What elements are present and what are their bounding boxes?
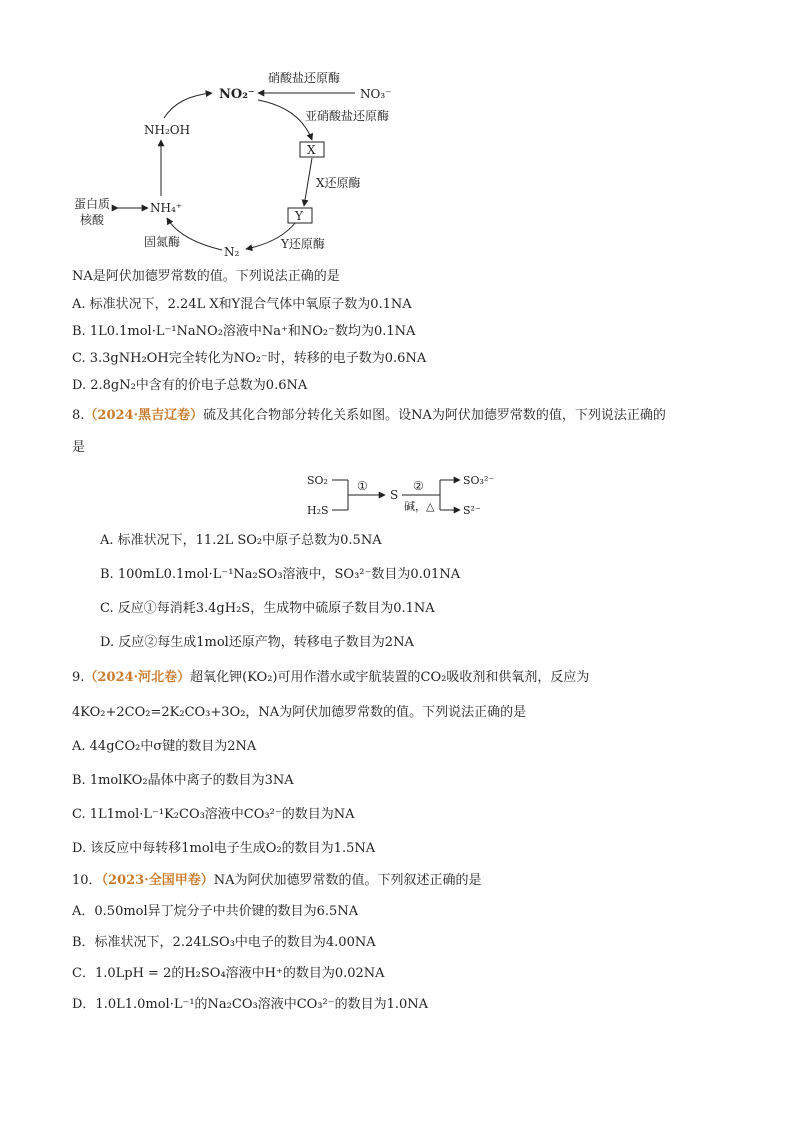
q9-source: （2024·河北卷） [84, 670, 191, 685]
nucleic-label: 核酸 [80, 213, 105, 227]
q10-source: （2023·全国甲卷） [101, 873, 214, 888]
q8-option-a: A. 标准状况下，11.2L SO₂中原子总数为0.5NA [100, 533, 382, 548]
nh2oh-label: NH₂OH [144, 123, 191, 137]
nitrogen-cycle-diagram [0, 0, 794, 270]
q8-source: （2024·黑吉辽卷） [84, 408, 204, 423]
q10-number: 10． [72, 873, 102, 888]
q7-option-b: B. 1L0.1mol·L⁻¹NaNO₂溶液中Na⁺和NO₂⁻数均为0.1NA [72, 324, 416, 339]
q9-stem-text: 超氧化钾(KO₂)可用作潜水或宇航装置的CO₂吸收剂和供氧剂，反应为 [190, 670, 590, 685]
q7-option-a: A. 标准状况下，2.24L X和Y混合气体中氧原子数为0.1NA [72, 297, 412, 312]
q10-option-c: C．1.0LpH = 2的H₂SO₄溶液中H⁺的数目为0.02NA [72, 966, 385, 981]
y-label: Y [295, 209, 303, 223]
q9-option-b: B. 1molKO₂晶体中离子的数目为3NA [72, 773, 294, 788]
q10-option-b: B．标准状况下，2.24LSO₃中电子的数目为4.00NA [72, 935, 376, 950]
q10-stem [72, 872, 482, 890]
protein-label: 蛋白质 [74, 197, 111, 211]
h2s-label: H₂S [307, 504, 329, 517]
q8-number: 8. [72, 408, 85, 423]
q8-option-c: C. 反应①每消耗3.4gH₂S，生成物中硫原子数目为0.1NA [100, 601, 435, 616]
nh4-label: NH₄⁺ [150, 201, 183, 215]
step2-label: ② [413, 479, 424, 493]
q10-option-d: D．1.0L1.0mol·L⁻¹的Na₂CO₃溶液中CO₃²⁻的数目为1.0NA [72, 997, 429, 1012]
enzyme-fix: 固氮酶 [144, 235, 181, 249]
enzyme-nitrate: 硝酸盐还原酶 [268, 71, 341, 85]
q8-stem-line2: 是 [72, 440, 86, 455]
q7-option-d: D. 2.8gN₂中含有的价电子总数为0.6NA [72, 378, 308, 393]
s2-label: S²⁻ [463, 504, 481, 517]
step1-label: ① [357, 479, 368, 493]
arrow-x-to-y [304, 158, 312, 206]
q10-option-a: A．0.50mol异丁烷分子中共价键的数目为6.5NA [72, 904, 359, 919]
arc-nh2oh-to-no2 [164, 93, 212, 118]
arc-no2-to-x [258, 100, 312, 140]
x-label: X [307, 143, 316, 157]
so3-label: SO₃²⁻ [463, 474, 495, 487]
sulfur-conversion-diagram [0, 468, 794, 528]
q9-option-d: D. 该反应中每转移1mol电子生成O₂的数目为1.5NA [72, 841, 376, 856]
enzyme-y: Y还原酶 [281, 237, 325, 251]
s-label: S [390, 488, 399, 502]
q9-stem-line2: 4KO₂+2CO₂=2K₂CO₃+3O₂，NA为阿伏加德罗常数的值。下列说法正确的是 [72, 705, 527, 720]
condition-label: 碱，△ [404, 500, 435, 513]
q7-stem: NA是阿伏加德罗常数的值。下列说法正确的是 [72, 269, 340, 284]
q9-number: 9. [72, 670, 85, 685]
n2-label: N₂ [224, 245, 240, 259]
no2-label: NO₂⁻ [219, 87, 255, 102]
q7-option-c: C. 3.3gNH₂OH完全转化为NO₂⁻时，转移的电子数为0.6NA [72, 351, 427, 366]
q8-option-b: B. 100mL0.1mol·L⁻¹Na₂SO₃溶液中，SO₃²⁻数目为0.01NA [100, 567, 461, 582]
q9-option-a: A. 44gCO₂中σ键的数目为2NA [72, 739, 257, 754]
q9-stem-line1 [72, 669, 589, 687]
q8-option-d: D. 反应②每生成1mol还原产物，转移电子数目为2NA [100, 635, 414, 650]
q8-stem-text: 硫及其化合物部分转化关系如图。设NA为阿伏加德罗常数的值，下列说法正确的 [203, 408, 666, 423]
q9-option-c: C. 1L1mol·L⁻¹K₂CO₃溶液中CO₃²⁻的数目为NA [72, 807, 355, 822]
no3-label: NO₃⁻ [360, 87, 392, 101]
q8-stem-line1 [72, 407, 666, 425]
q10-stem-text: NA为阿伏加德罗常数的值。下列叙述正确的是 [213, 873, 482, 888]
enzyme-x: X还原酶 [316, 176, 361, 190]
enzyme-nitrite: 亚硝酸盐还原酶 [305, 109, 390, 123]
so2-label: SO₂ [307, 474, 328, 487]
